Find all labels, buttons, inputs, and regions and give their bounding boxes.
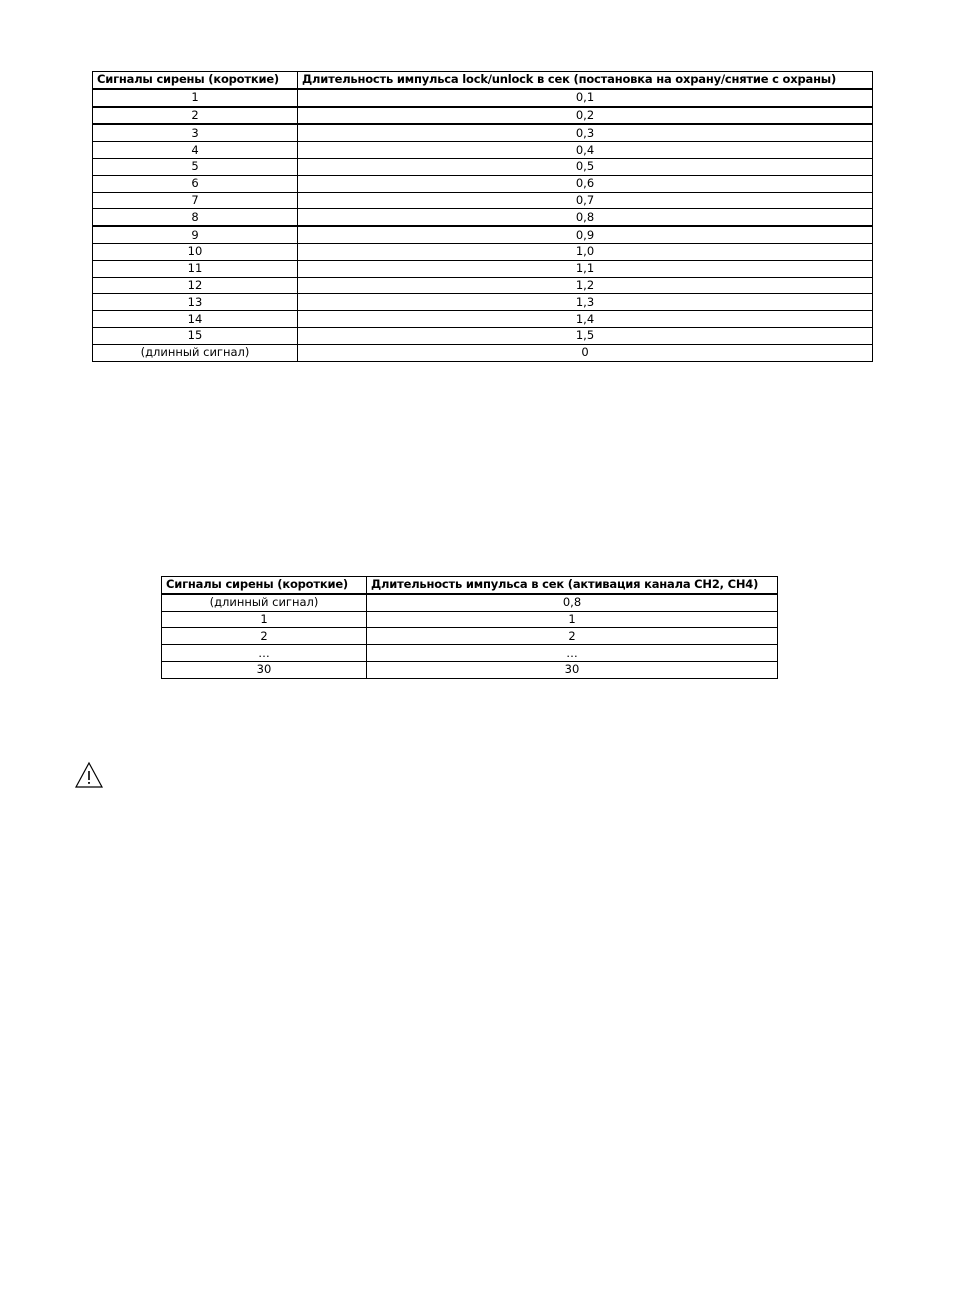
table-header-row	[93, 72, 873, 89]
cell-signals: 1	[162, 611, 367, 628]
cell-duration: 0,7	[298, 192, 873, 209]
cell-signals: 6	[93, 175, 298, 192]
table-row	[93, 277, 873, 294]
table-row	[93, 209, 873, 226]
cell-duration: 0,8	[298, 209, 873, 226]
cell-signals: 5	[93, 158, 298, 175]
column-header-siren-signals: Сигналы сирены (короткие)	[162, 577, 367, 594]
table-row	[162, 594, 778, 611]
column-header-pulse-duration: Длительность импульса lock/unlock в сек (постановка на охрану/снятие с охраны)	[298, 72, 873, 89]
cell-duration: 2	[367, 628, 778, 645]
table-row	[93, 327, 873, 344]
column-header-siren-signals: Сигналы сирены (короткие)	[93, 72, 298, 89]
cell-signals: 4	[93, 142, 298, 159]
table-row	[93, 107, 873, 125]
lock-unlock-pulse-table	[92, 71, 873, 362]
channel-activation-pulse-table	[161, 576, 778, 679]
cell-signals: 2	[93, 107, 298, 125]
cell-duration: 1	[367, 611, 778, 628]
cell-duration: 0,2	[298, 107, 873, 125]
cell-signals: (длинный сигнал)	[162, 594, 367, 611]
cell-duration: 1,1	[298, 260, 873, 277]
cell-signals: 14	[93, 311, 298, 328]
table-row	[162, 661, 778, 678]
cell-duration: 1,3	[298, 294, 873, 311]
table-row	[162, 645, 778, 662]
cell-duration: 0	[298, 344, 873, 361]
cell-signals: 1	[93, 89, 298, 107]
cell-duration: 0,6	[298, 175, 873, 192]
cell-duration: 0,5	[298, 158, 873, 175]
cell-duration: 0,1	[298, 89, 873, 107]
cell-duration: 1,5	[298, 327, 873, 344]
cell-duration: …	[367, 645, 778, 662]
cell-signals: 2	[162, 628, 367, 645]
cell-duration: 1,4	[298, 311, 873, 328]
table-row	[93, 142, 873, 159]
table-row	[93, 226, 873, 243]
table-row	[93, 344, 873, 361]
cell-duration: 0,8	[367, 594, 778, 611]
table-row	[93, 260, 873, 277]
table-row	[93, 311, 873, 328]
table-row	[93, 294, 873, 311]
cell-duration: 1,2	[298, 277, 873, 294]
cell-signals: 13	[93, 294, 298, 311]
cell-signals: …	[162, 645, 367, 662]
table-row	[93, 124, 873, 141]
cell-signals: 9	[93, 226, 298, 243]
table-row	[93, 243, 873, 260]
cell-signals: (длинный сигнал)	[93, 344, 298, 361]
cell-signals: 10	[93, 243, 298, 260]
table-header-row	[162, 577, 778, 594]
warning-triangle-icon	[74, 761, 104, 789]
cell-signals: 12	[93, 277, 298, 294]
cell-duration: 1,0	[298, 243, 873, 260]
cell-duration: 0,3	[298, 124, 873, 141]
cell-duration: 0,4	[298, 142, 873, 159]
cell-signals: 15	[93, 327, 298, 344]
cell-signals: 7	[93, 192, 298, 209]
cell-signals: 3	[93, 124, 298, 141]
cell-duration: 0,9	[298, 226, 873, 243]
table-row	[162, 628, 778, 645]
cell-signals: 30	[162, 661, 367, 678]
table-row	[93, 175, 873, 192]
cell-duration: 30	[367, 661, 778, 678]
cell-signals: 11	[93, 260, 298, 277]
cell-signals: 8	[93, 209, 298, 226]
table-row	[93, 89, 873, 107]
table-row	[93, 192, 873, 209]
table-row	[162, 611, 778, 628]
column-header-pulse-duration: Длительность импульса в сек (активация канала CH2, CH4)	[367, 577, 778, 594]
table-row	[93, 158, 873, 175]
